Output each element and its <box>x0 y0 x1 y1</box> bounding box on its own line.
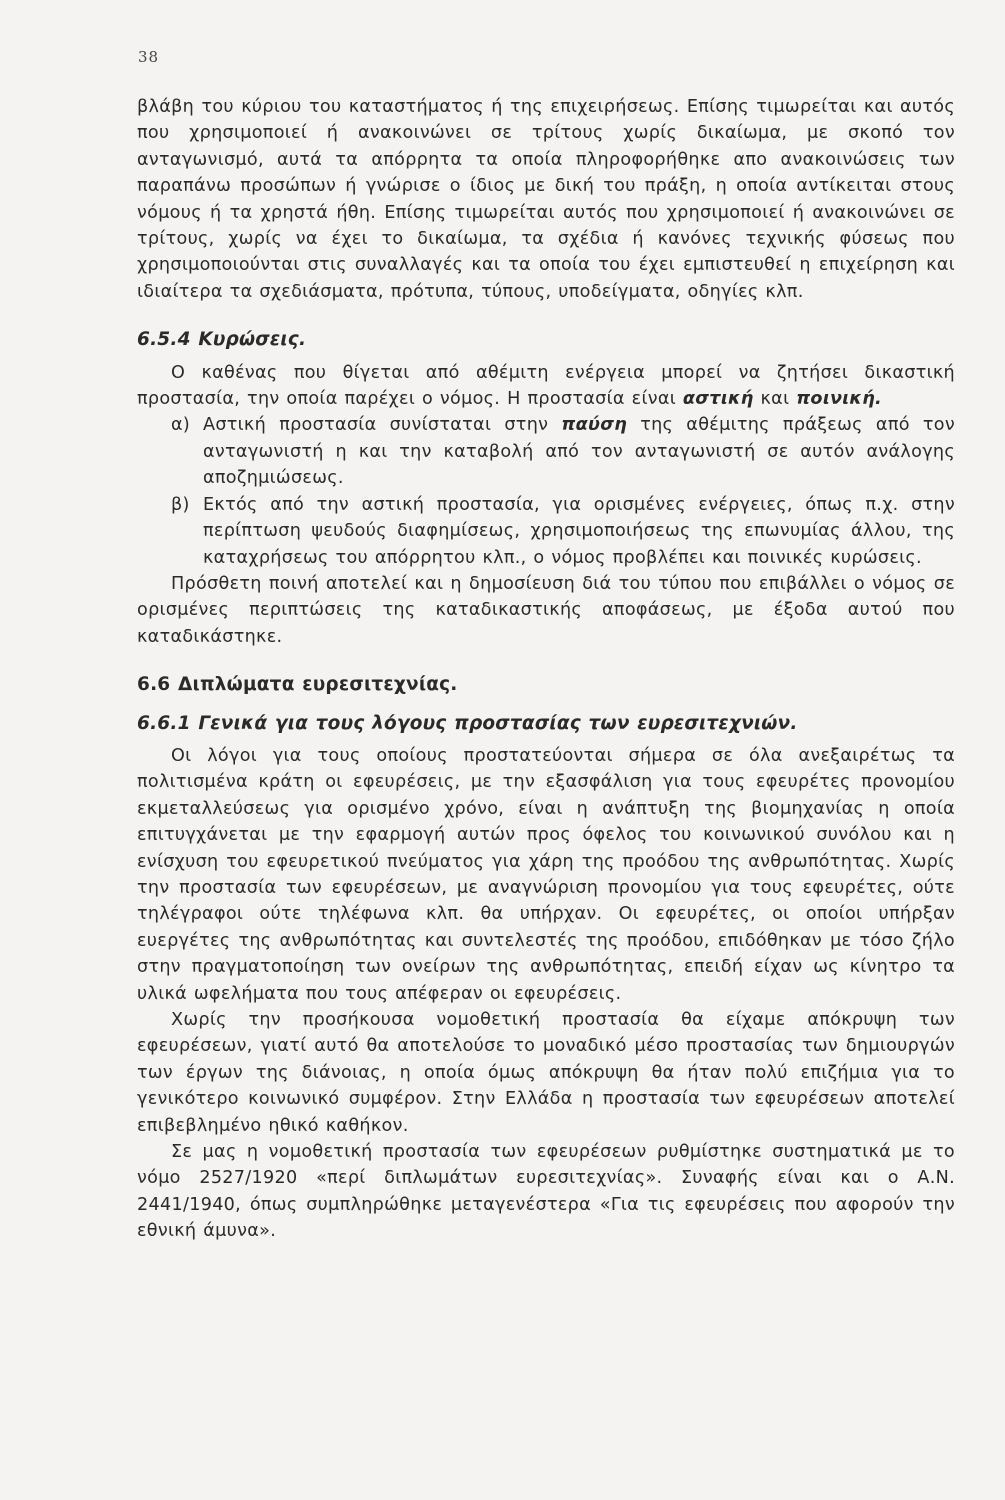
heading-6-6-1: 6.6.1 Γενικά για τους λόγους προστασίας των ευρεσιτεχνιών. <box>137 712 798 734</box>
list-item-a-start: Αστική προστασία συνίσταται στην <box>203 415 562 436</box>
paragraph-legislation: Σε μας η νομοθετική προστασία των εφευρέσεων ρυθμίστηκε συστηματικά με το νόμο 2527/1920 «περί διπλωμάτων ευρεσιτεχνίας». Συναφής είναι και ο Α.Ν. 2441/1940, όπως συμπληρώθηκε μεταγενέστερα «Για τις εφευρέσεις που αφορούν την εθνική άμυνα». <box>137 1142 955 1242</box>
paragraph-protection <box>137 360 955 413</box>
paragraph-without-protection: Χωρίς την προσήκουσα νομοθετική προστασία θα είχαμε απόκρυψη των εφευρέσεων, γιατί αυτό θα αποτελούσε το μοναδικό μέσο προστασίας των δημιουργών των έργων της διάνοιας, η οποία όμως απόκρυψη θα ήταν πολύ επιζήμια για το γενικότερο κοινωνικό συμφέρον. Στην Ελλάδα η προστασία των εφευρέσεων αποτελεί επιβεβλημένο ηθικό καθήκον. <box>137 1010 955 1136</box>
list-item-b-text: Εκτός από την αστική προστασία, για ορισμένες ενέργειες, όπως π.χ. στην περίπτωση ψευδούς διαφημίσεως, χρησιμοποιήσεως της επωνυμίας άλλου, της καταχρήσεως του απόρρητου κλπ., ο νόμος προβλέπει και ποινικές κυρώσεις. <box>203 494 955 568</box>
emphasis-civil: αστική <box>682 389 754 410</box>
heading-6-5-4: 6.5.4 Κυρώσεις. <box>137 329 307 351</box>
list-item-a-text <box>203 412 955 491</box>
page-number: 38 <box>138 48 160 66</box>
list-item-b <box>137 492 955 571</box>
list-item-a <box>137 412 955 491</box>
paragraph-reasons: Οι λόγοι για τους οποίους προστατεύονται σήμερα σε όλα ανεξαιρέτως τα πολιτισμένα κράτη οι εφευρέσεις, με την εξασφάλιση για τους εφευρέτες προνομίου εκμεταλλεύσεως για ορισμένο χρόνο, είναι η ανάπτυξη της βιομηχανίας η οποία επιτυγχάνεται με την εφαρμογή αυτών προς όφελος του κοινωνικού συνόλου και η ενίσχυση του εφευρετικού πνεύματος για χάρη της προόδου της ανθρωπότητας. Χωρίς την προστασία των εφευρέσεων, με αναγνώριση προνομίου για τους εφευρέτες, ούτε τηλέγραφοι ούτε τηλέφωνα κλπ. θα υπήρχαν. Οι εφευρέτες, οι οποίοι υπήρξαν ευεργέτες της ανθρωπότητας και συντελεστές της προόδου, επιδόθηκαν με τόσο ζήλο στην πραγματοποίηση των ονείρων της ανθρωπότητας, επειδή είχαν ως κίνητρο τα υλικά ωφελήματα που τους απέφεραν οι εφευρέσεις. <box>137 745 955 1004</box>
list-marker-b: β) <box>171 494 190 515</box>
heading-6-6: 6.6 Διπλώματα ευρεσιτεχνίας. <box>137 674 458 696</box>
paragraph-intro: βλάβη του κύριου του καταστήματος ή της επιχειρήσεως. Επίσης τιμωρείται και αυτός που χρησιμοποιεί ή ανακοινώνει σε τρίτους χωρίς δικαίωμα, με σκοπό τον ανταγωνισμό, αυτά τα απόρρητα τα οποία πληροφορήθηκε απο ανακοινώσεις των παραπάνω προσώπων ή γνώρισε ο ίδιος με δική του πράξη, η οποία αντίκειται στους νόμους ή τα χρηστά ήθη. Επίσης τιμωρείται αυτός που χρησιμοποιεί ή ανακοινώνει σε τρίτους, χωρίς να έχει το δικαίωμα, τα σχέδια ή κανόνες τεχνικής φύσεως που χρησιμοποιούνται στις συναλλαγές και τα οποία του έχει εμπιστευθεί η επιχείρηση και ιδιαίτερα τα σχεδιάσματα, πρότυπα, τύπους, υποδείγματα, οδηγίες κλπ. <box>137 97 955 302</box>
emphasis-cessation: παύση <box>561 415 628 436</box>
emphasis-criminal: ποινική. <box>796 389 883 410</box>
list-marker-a: α) <box>171 415 191 436</box>
paragraph-protection-and: και <box>753 389 797 410</box>
page-content <box>137 94 955 1245</box>
paragraph-protection-text: Ο καθένας που θίγεται από αθέμιτη ενέργεια μπορεί να ζητήσει δικαστική προστασία, την οποία παρέχει ο νόμος. Η προστασία είναι <box>137 362 955 410</box>
paragraph-additional-penalty: Πρόσθετη ποινή αποτελεί και η δημοσίευση διά του τύπου που επιβάλλει ο νόμος σε ορισμένες περιπτώσεις της καταδικαστικής αποφάσεως, με έξοδα αυτού που καταδικάστηκε. <box>137 573 955 647</box>
list-item-a-end: της αθέμιτης πράξεως από τον ανταγωνιστή η και την καταβολή από τον ανταγωνιστή σε αυτόν ανάλογης αποζημιώσεως. <box>203 415 956 489</box>
